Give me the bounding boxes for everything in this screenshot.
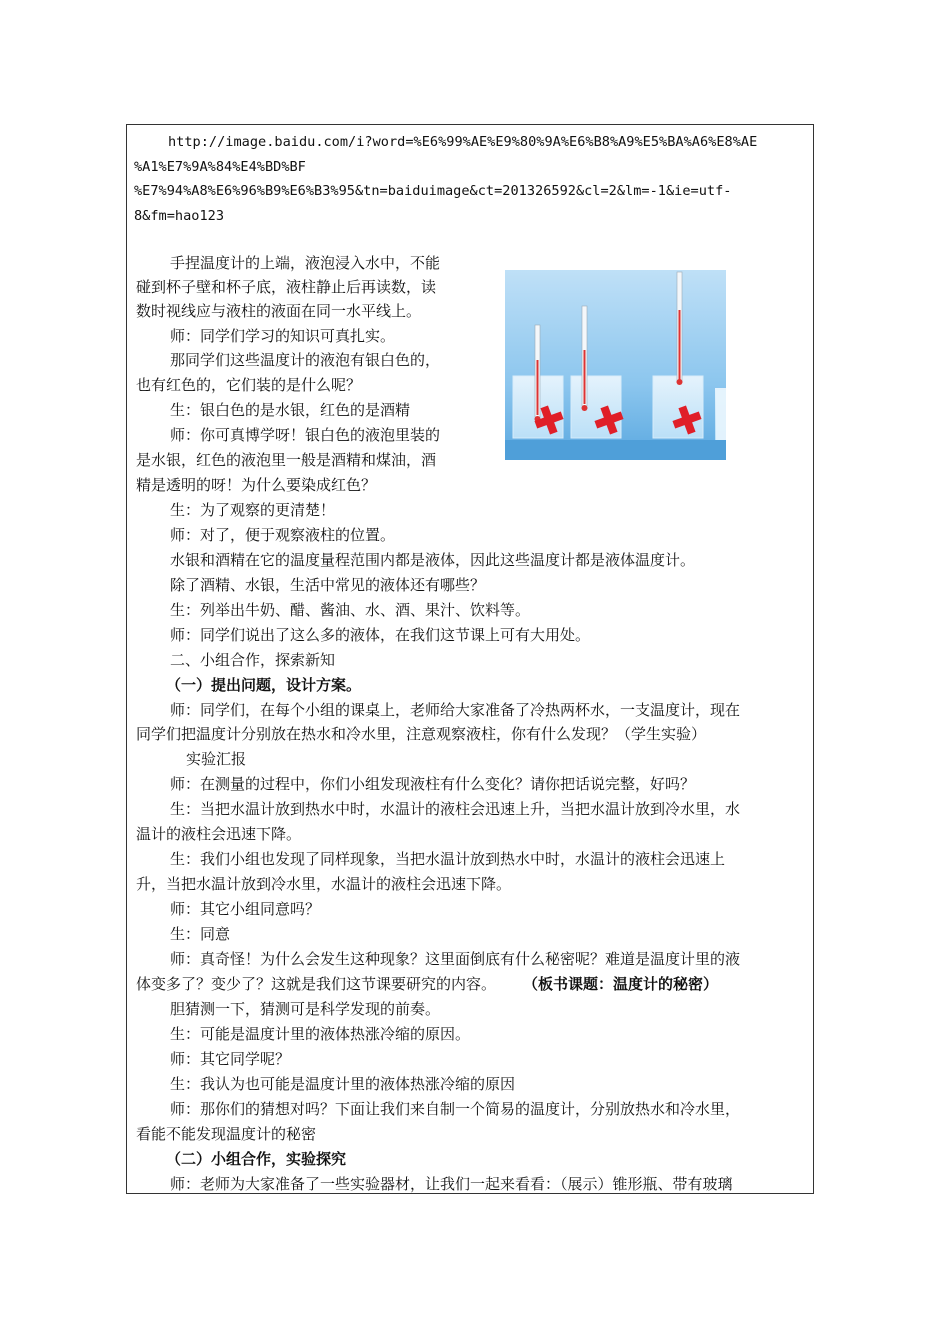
text-line: 生：当把水温计放到热水中时，水温计的液柱会迅速上升，当把水温计放到冷水里，水 bbox=[170, 800, 741, 818]
text-line: 师：你可真博学呀！银白色的液泡里装的 bbox=[170, 426, 441, 444]
text-line: 师：真奇怪！为什么会发生这种现象？这里面倒底有什么秘密呢？难道是温度计里的液 bbox=[170, 950, 741, 968]
text-line: 看能不能发现温度计的秘密 bbox=[136, 1125, 317, 1143]
text-line: 那同学们这些温度计的液泡有银白色的， bbox=[170, 351, 441, 369]
text-line: 师：那你们的猜想对吗？下面让我们来自制一个简易的温度计，分别放热水和冷水里， bbox=[170, 1100, 741, 1118]
thermometer-reading-figure bbox=[505, 270, 726, 460]
url-line: 8&fm=hao123 bbox=[134, 207, 225, 224]
text-line: 升，当把水温计放到冷水里，水温计的液柱会迅速下降。 bbox=[136, 875, 512, 893]
text-line: 实验汇报 bbox=[186, 750, 247, 768]
text-line: 生：可能是温度计里的液体热涨冷缩的原因。 bbox=[170, 1025, 471, 1043]
text-line: 师：其它同学呢？ bbox=[170, 1050, 291, 1068]
text-line: 体变多了？变少了？这就是我们这节课要研究的内容。 bbox=[136, 975, 497, 993]
url-line: %A1%E7%9A%84%E4%BD%BF bbox=[134, 158, 306, 175]
text-line: 师：老师为大家准备了一些实验器材，让我们一起来看看：（展示）锥形瓶、带有玻璃 bbox=[170, 1175, 733, 1193]
text-line: 生：我认为也可能是温度计里的液体热涨冷缩的原因 bbox=[170, 1075, 516, 1093]
text-line: 师：对了，便于观察液柱的位置。 bbox=[170, 526, 396, 544]
beaker-correct-reading bbox=[716, 390, 726, 440]
text-line: 生：银白色的是水银，红色的是酒精 bbox=[170, 401, 411, 419]
subsection-heading: （一）提出问题，设计方案。 bbox=[166, 676, 362, 694]
text-line: 师：在测量的过程中，你们小组发现液柱有什么变化？请你把话说完整，好吗？ bbox=[170, 775, 696, 793]
text-line: 温计的液柱会迅速下降。 bbox=[136, 825, 302, 843]
subsection-heading: （二）小组合作，实验探究 bbox=[166, 1150, 347, 1168]
text-line: 也有红色的，它们装的是什么呢？ bbox=[136, 376, 362, 394]
board-title: （板书课题：温度计的秘密） bbox=[523, 975, 719, 993]
url-line: %E7%94%A8%E6%96%B9%E6%B3%95&tn=baiduimage&ct=201326592&cl=2&lm=-1&ie=utf- bbox=[134, 183, 732, 199]
text-line: 数时视线应与液柱的液面在同一水平线上。 bbox=[136, 302, 422, 320]
text-line: 手捏温度计的上端，液泡浸入水中，不能 bbox=[170, 254, 441, 272]
text-line: 除了酒精、水银，生活中常见的液体还有哪些？ bbox=[170, 576, 486, 594]
text-line: 师：其它小组同意吗？ bbox=[170, 900, 321, 918]
text-line: 生：为了观察的更清楚！ bbox=[170, 501, 336, 519]
text-line: 生：列举出牛奶、醋、酱油、水、酒、果汁、饮料等。 bbox=[170, 601, 531, 619]
text-line: 师：同学们学习的知识可真扎实。 bbox=[170, 327, 396, 345]
text-line: 胆猜测一下，猜测可是科学发现的前奏。 bbox=[170, 1000, 441, 1018]
text-line: 师：同学们，在每个小组的课桌上，老师给大家准备了冷热两杯水，一支温度计，现在 bbox=[170, 701, 741, 719]
text-line: 碰到杯子壁和杯子底，液柱静止后再读数，读 bbox=[136, 278, 437, 296]
source-url[interactable] bbox=[134, 130, 804, 228]
text-line: 是水银，红色的液泡里一般是酒精和煤油，酒 bbox=[136, 451, 437, 469]
text-line: 同学们把温度计分别放在热水和冷水里，注意观察液柱，你有什么发现？（学生实验） bbox=[136, 725, 707, 743]
text-line: 水银和酒精在它的温度量程范围内都是液体，因此这些温度计都是液体温度计。 bbox=[170, 551, 696, 569]
url-line: http://image.baidu.com/i?word=%E6%99%AE%E9%80%9A%E6%B8%A9%E5%BA%A6%E8%AE bbox=[168, 134, 758, 150]
section-heading: 二、小组合作，探索新知 bbox=[170, 651, 336, 669]
text-line: 精是透明的呀！为什么要染成红色？ bbox=[136, 476, 377, 494]
text-line: 生：同意 bbox=[170, 925, 231, 943]
text-line: 师：同学们说出了这么多的液体，在我们这节课上可有大用处。 bbox=[170, 626, 591, 644]
text-line: 生：我们小组也发现了同样现象，当把水温计放到热水中时，水温计的液柱会迅速上 bbox=[170, 850, 726, 868]
